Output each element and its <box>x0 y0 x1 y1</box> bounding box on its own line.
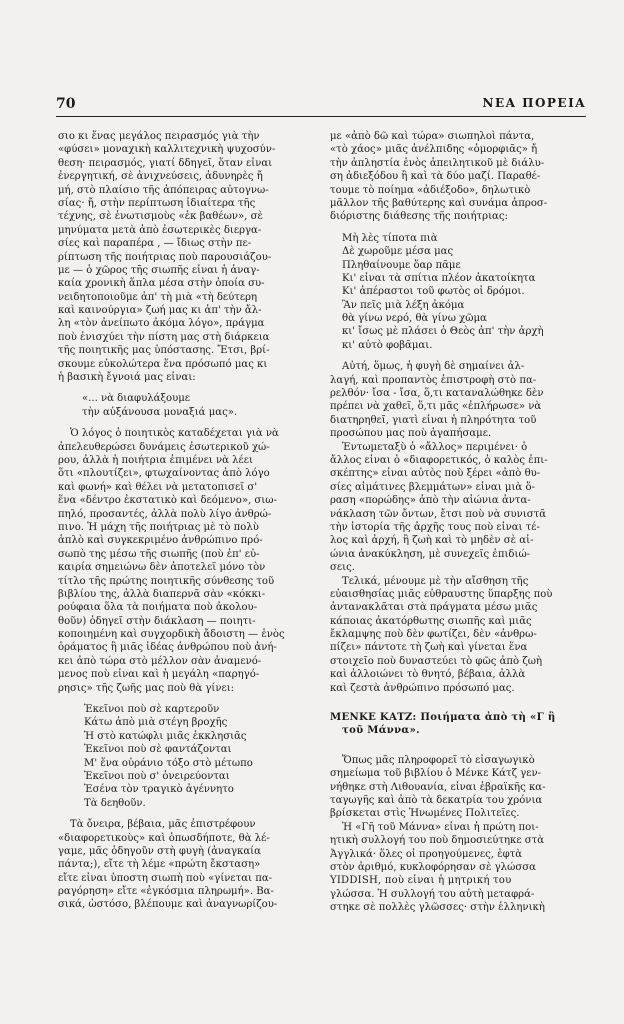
text-line: καὶ καινούργια» ζωή μας κι ἀπ' τὴν ἄλ- <box>58 305 262 317</box>
poem-line: Κάτω ἀπὸ μιὰ στέγη βροχῆς <box>84 717 228 729</box>
page-number: 70 <box>56 96 76 112</box>
right-column <box>330 130 573 914</box>
poem-line: κι' ἴσως μὲ πλάσει ὁ Θεὸς ἀπ' τὴν ἀρχὴ <box>342 326 544 338</box>
poem-line: Ἐσένα τὸν τραγικὸ ἀγέννητο <box>84 784 234 796</box>
text-line: κάποιας ἀκατόρθωτης σιωπῆς καὶ μιᾶς <box>330 615 532 627</box>
paragraph-gap <box>58 419 301 427</box>
text-line: σικά, ὡστόσο, βλέπουμε καὶ ἀναγνωρίζου- <box>58 899 278 911</box>
text-line: σίας· ἤ, στὴν περίπτωση ἰδιαίτερα τῆς <box>58 197 256 209</box>
text-line: διατηρηθεῖ, γιατὶ εἶναι ἡ πληρότητα τοῦ <box>330 414 537 426</box>
text-line: στὸν ἀριθμό, κυκλοφόρησαν σὲ γλώσσα <box>330 861 536 873</box>
text-line: ρου, ἀλλὰ ἡ ποιήτρια ἐπιμένει νὰ λέει <box>58 454 253 466</box>
text-line: πρέπει νὰ χαθεῖ, ὅ,τι μᾶς «ἐπλήρωσε» νὰ <box>330 401 542 413</box>
paragraph-gap <box>58 695 301 703</box>
text-line: λη «τὸν ἀνείπωτο ἀκόμα λόγο», πράγμα <box>58 318 265 330</box>
text-line: ὅτι «πλουτίζει», φτωχαίνοντας ἀπὸ λόγο <box>58 468 270 480</box>
text-line: ἐνεργητική, σὲ ἀνιχνεύσεις, ἀδυνηρὲς ἤ <box>58 171 263 183</box>
poem-line: Ἡ στὸ κατώφλι μιᾶς ἐκκλησιᾶς <box>84 730 247 742</box>
text-line: στηκε σὲ πολλὲς γλῶσσες· στὴν ἑλληνικὴ <box>330 902 545 914</box>
paragraph-gap <box>58 384 301 392</box>
text-line: τουμε τὸ ποίημα «ἀδιέξοδο», δηλωτικὸ <box>330 184 531 196</box>
text-line: σημείωμα τοῦ βιβλίου ὁ Μένκε Κάτζ γεν- <box>330 768 542 780</box>
text-line: με — ὁ χῶρος τῆς σιωπῆς εἶναι ἡ ἀναγ- <box>58 264 260 276</box>
text-line: νήθηκε στὴ Λιθουανία, εἶναι ἑβραϊκῆς κα- <box>330 781 546 793</box>
text-line: πάντα;), εἴτε τὴ λέμε «πρώτη ἔκσταση» <box>58 859 261 871</box>
text-line: γαμε, μᾶς ὁδηγοῦν στὴ φυγὴ (ἀναγκαία <box>58 845 261 857</box>
text-line: πινο. Ἡ μάχη τῆς ποιήτριας μὲ τὸ πολὺ <box>58 521 259 533</box>
text-line: διόριστης διάθεσης τῆς ποιήτριας: <box>330 211 508 223</box>
text-line: ρούφαια ὅλα τὰ ποιήματα ποὺ ἀκολου- <box>58 602 258 614</box>
text-line: ὁράματος ἢ μιᾶς ἰδέας ἀνθρώπου ποὺ ἀνή- <box>58 642 277 654</box>
text-line: μενος ποὺ εἶναι καὶ ἡ μεγάλη «παρηγό- <box>58 669 260 681</box>
review-heading-line: ΜΕΝΚΕ ΚΑΤΖ: Ποιήματα ἀπὸ τὴ «Γ ἢ <box>330 712 556 724</box>
text-line: σιο κι ἕνας μεγάλος πειρασμός γιὰ τὴν <box>58 131 260 142</box>
text-line: νάκλαση τῶν ὄντων, ἔτσι ποὺ νὰ συνιστᾶ <box>330 508 547 520</box>
quote-line: «... νὰ διαφυλάξουμε <box>82 393 191 405</box>
text-line: ἀντανακλᾶται στὰ πράγματα μέσω μιᾶς <box>330 602 538 614</box>
text-line: τῆς ποιητικῆς μας ὑπόστασης. Ἔτσι, βρί- <box>58 345 270 357</box>
text-line: ρησις» τῆς ζωῆς μας ποὺ θὰ γίνει: <box>58 682 235 694</box>
poem-line: Ἐκεῖνοι ποὺ σ' ὀνειρεύονται <box>84 770 230 782</box>
poem-line: κι' αὐτὸ φοβᾶμαι. <box>342 339 433 351</box>
text-line: ἡ βασικὴ ἔγνοιά μας εἶναι: <box>58 372 196 384</box>
text-line: μᾶλλον τῆς βαθύτερης καὶ συνάμα ἀπροσ- <box>330 197 548 209</box>
text-line: σκουμε εὐκολώτερα ἕνα πρόσωπό μας κι <box>58 358 268 370</box>
text-line: με «ἀπὸ δῶ καὶ τώρα» σιωπηλοὶ πάντα, <box>330 131 535 142</box>
text-line: πηλό, προσαντές, ἀλλὰ πολὺ λίγο ἀνθρώ- <box>58 508 272 520</box>
text-line: βρίσκεται στὶς Ἡνωμένες Πολιτεῖες. <box>330 808 520 820</box>
poem-line: Δὲ χωροῦμε μέσα μας <box>342 246 454 258</box>
text-line: ἕνα «δέντρο ἐκστατικὸ καὶ δεόμενο», σιω- <box>58 495 277 507</box>
review-heading-line: τοῦ Μάννα». <box>342 725 420 737</box>
poem-line: Ἐκεῖνοι ποὺ σὲ καρτεροῦν <box>84 704 220 716</box>
poem-line: Τὰ δεηθοῦν. <box>84 797 146 809</box>
text-line: ταγωγῆς καὶ ἀπὸ τὰ δεκατρία του χρόνια <box>330 794 543 806</box>
text-line: ρελθόν· ἴσα - ἴσα, ὅ,τι καταναλώθηκε δὲν <box>330 388 544 400</box>
text-line: ώνια ἀνακύκληση, μὲ συνεχεῖς ἐπιδιώ- <box>330 548 531 560</box>
text-line: τὴν ἀπληστία ἑνὸς ἀπειλητικοῦ μὲ διάλυ- <box>330 157 545 169</box>
poem-line: Κι' ἀπέραστοι τοῦ φωτὸς οἱ δρόμοι. <box>342 286 525 298</box>
text-line: θεση· πειρασμός, γιατί δδηγεῖ, ὅταν εἶναι <box>58 157 273 169</box>
text-line: καὶ ζεστὰ ἀνθρώπινο πρόσωπό μας. <box>330 682 515 694</box>
text-line: ση ἀδιεξόδου ἢ καὶ τὰ δύο μαζί. Παραθέ- <box>330 171 541 183</box>
page-header <box>56 96 586 117</box>
text-line: Αὐτή, ὅμως, ἡ φυγὴ δὲ σημαίνει ἀλ- <box>342 361 525 373</box>
text-line: ραση «πορώδης» ἀπὸ τὴν αἰώνια ἀντα- <box>330 495 531 507</box>
running-title: ΝΕΑ ΠΟΡΕΙΑ <box>482 96 586 110</box>
poem-line: θὰ γίνω νερό, θὰ γίνω χῶμα <box>342 313 487 325</box>
text-line: σκέπτης» εἶναι αὐτὸς ποὺ ξέρει «ἀπὸ θυ- <box>330 468 541 480</box>
text-line: σεις. <box>330 562 355 574</box>
text-line: μή, στὸ πλαίσιο τῆς ἀπόπειρας αὐτογνω- <box>58 184 269 196</box>
text-line: ἀπελευθερώσει δυνάμεις ἐσωτερικοῦ χώ- <box>58 441 270 453</box>
text-line: πίζει» πάντοτε τὴ ζωὴ καὶ γίνεται ἕνα <box>330 642 528 654</box>
text-line: καιρία σημειώνω δὲν ἀποτελεῖ μόνο τὸν <box>58 562 266 574</box>
text-line: Τὰ ὄνειρα, βέβαια, μᾶς ἐπιστρέφουν <box>70 819 256 831</box>
poem-line: Ἂν πεῖς μιὰ λέξη ἀκόμα <box>342 299 465 311</box>
text-line: Ἐντωμεταξὺ ὁ «ἄλλος» περιμένει· ὁ <box>342 441 528 453</box>
text-line: θοῦν) ὁδηγεῖ στὴν διάκλαση — ποιητι- <box>58 615 256 627</box>
text-line: στοιχεῖο ποὺ δυναστεύει τὸ φῶς ἀπὸ ζωὴ <box>330 655 543 667</box>
text-line: εἴτε εἶναι ὑποστη σιωπὴ ποὺ «γίνεται πα- <box>58 872 273 884</box>
text-line: λαγή, καὶ προπαντὸς ἐπιστροφὴ στὸ πα- <box>330 374 537 386</box>
text-line: καὶ φωνή» καὶ θέλει νὰ μετατοπισεῖ σ' <box>58 481 258 493</box>
poem-line: Μ' ἕνα οὐράνιο τόξο στὸ μέτωπο <box>84 757 253 769</box>
text-line: YIDDISH, ποὺ εἶναι ἡ μητρική του <box>330 875 512 887</box>
text-line: βιβλίου της, ἀλλὰ διαπερνᾶ σὰν «κόκκι- <box>58 588 266 600</box>
left-column <box>58 130 301 912</box>
text-line: Τελικά, μένουμε μὲ τὴν αἴσθηση τῆς <box>342 575 529 587</box>
text-line: Ὁ λόγος ὁ ποιητικὸς καταδέχεται γιὰ νὰ <box>70 428 279 440</box>
text-line: «τὸ χάος» μιᾶς ἀνέλπιδης «ὁμορφιᾶς» ἤ <box>330 144 538 156</box>
text-line: εὐαισθησίας μιᾶς εὐθραυστης ὕπαρξης ποὺ <box>330 588 553 600</box>
text-line: ἁπλὸ καὶ συγκεκριμένο ἀνθρώπινο πρό- <box>58 535 263 547</box>
text-line: «διαφορετικοὺς» καὶ ὁπωσδήποτε, θὰ λέ- <box>58 832 270 844</box>
text-line: σωπὸ της μέσω τῆς σιωπῆς (ποὺ ἐπ' εὐ- <box>58 548 260 560</box>
text-line: τὴν ἱστορία τῆς ἀρχῆς τους ποὺ εἶναι τέ- <box>330 521 540 533</box>
text-line: τέχνης, σὲ ἐνωτισμοὺς «ἐκ βαθέων», σὲ <box>58 211 263 223</box>
poem-line: Πληθαίνουμε ὅαρ πᾶμε <box>342 259 461 271</box>
paragraph-gap <box>330 352 573 360</box>
text-line: προσώπου μας ποὺ ἀγαπήσαμε. <box>330 428 492 440</box>
poem-line: Ἐκεῖνοι ποὺ σὲ φαντάζονται <box>84 744 232 756</box>
text-line: «φύσει» μοναχικὴ καλλιτεχνικὴ ψυχοσύν- <box>58 144 276 156</box>
paragraph-gap <box>58 810 301 818</box>
text-line: ητικὴ συλλογή του ποὺ δημοσιεύτηκε στὰ <box>330 835 545 847</box>
text-line: σίες καὶ παραπέρα , — ἴδιως στὴν πε- <box>58 238 252 250</box>
text-line: ρίπτωση τῆς ποιήτριας ποὺ παρουσιάζου- <box>58 251 272 263</box>
text-line: Ἀγγλικά· ὅλες οἱ προηγούμενες, ἑφτὰ <box>330 848 523 860</box>
poem-line: Κι' εἶναι τὰ σπίτια πλέον ἀκατοίκητα <box>342 272 536 284</box>
quote-line: τὴν αὐξάνουσα μοναξιά μας». <box>82 406 238 418</box>
text-line: καία χρονικὴ ἅπλα μέσα στὴν ὁποία συ- <box>58 278 265 290</box>
paragraph-gap <box>330 695 573 711</box>
text-line: ἔκλαμψης ποὺ δὲν φωτίζει, δὲν «ἀνθρω- <box>330 629 537 641</box>
text-line: σίες αἱμάτινες βλεμμάτων» εἶναι μιὰ ὅ- <box>330 481 535 493</box>
text-line: ποὺ ἐνισχύει τὴν πίστη μας στὴ διάρκεια <box>58 331 270 343</box>
text-line: Ὅπως μᾶς πληροφορεῖ τὸ εἰσαγωγικὸ <box>342 754 535 766</box>
text-line: κοποιημένη καὶ συγχορδικὴ ἄδοιστη — ἑνὸς <box>58 629 285 641</box>
text-line: Ἡ «Γῆ τοῦ Μάννα» εἶναι ἡ πρώτη ποι- <box>342 821 539 833</box>
text-line: ραγόρηση» εἴτε «ἐγκόσμια πληρωμή». Βα- <box>58 886 274 898</box>
text-line: λος καὶ ἀρχή, ἢ ζωὴ καὶ τὸ μηδὲν σὲ αἰ- <box>330 535 534 547</box>
text-line: τίτλο τῆς πρώτης ποιητικῆς σύνθεσης τοῦ <box>58 575 275 587</box>
text-line: καὶ ἀλλοιώνει τὸ θνητό, βέβαια, ἀλλὰ <box>330 669 526 681</box>
text-line: μηνύματα μετὰ ἀπὸ ἐσωτερικὲς διεργα- <box>58 224 262 236</box>
text-line: γλώσσα. Ἡ συλλογή του αὐτὴ μεταφρά- <box>330 888 535 900</box>
text-line: ἄλλος εἶναι ὁ «διαφορετικός, ὁ καλὸς ἐπι- <box>330 454 548 466</box>
paragraph-gap <box>330 224 573 232</box>
poem-line: Μὴ λὲς τίποτα πιὰ <box>342 232 438 244</box>
paragraph-gap <box>330 738 573 754</box>
text-line: νειδητοποιοῦμε ἀπ' τὴ μιὰ «τὴ δεύτερη <box>58 291 258 303</box>
text-line: κει ἀπὸ τώρα στὸ μέλλον σὰν ἀναμενό- <box>58 655 262 667</box>
